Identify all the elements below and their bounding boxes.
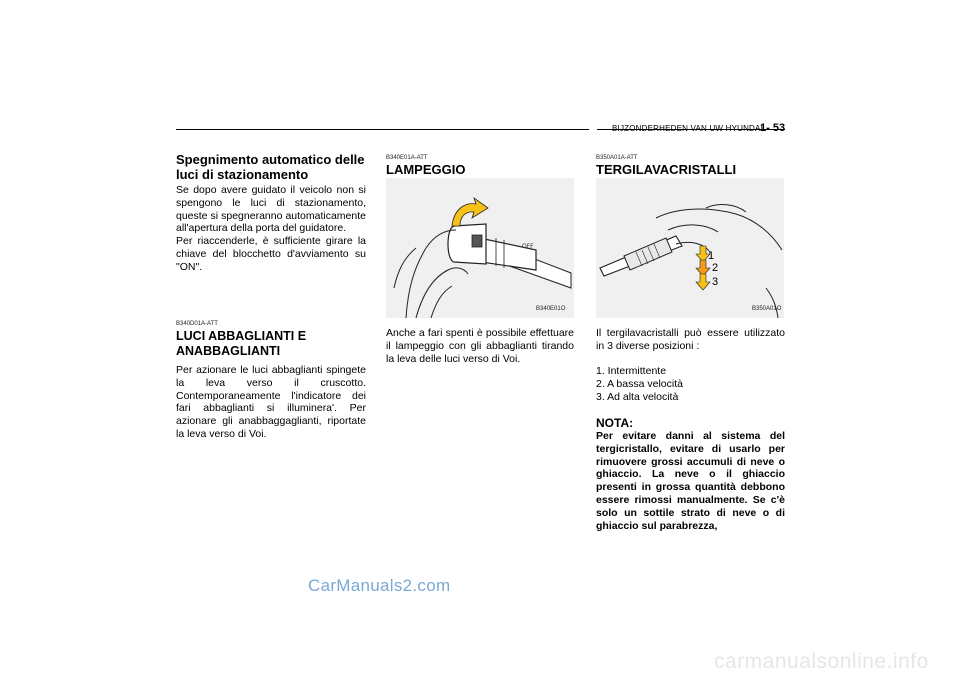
section-code-high-beam: B340D01A-ATT [176,321,218,327]
paragraph: Per riaccenderle, è sufficiente girare la chiave del blocchetto d'avviamento su "ON". [176,235,366,273]
figure-code: B340E01O [536,306,566,312]
section-body-wiper [596,327,785,353]
figure-light-lever [386,178,574,318]
section-code-flash: B340E01A-ATT [386,155,428,161]
section-code-wiper: B350A01A-ATT [596,155,638,161]
svg-text:OFF: OFF [522,243,534,250]
section-heading-auto-off: Spegnimento automatico delle luci di stazionamento [176,152,365,182]
wiper-positions-list [596,365,785,403]
watermark-link-right[interactable]: carmanualsonline.info [714,650,929,673]
wiper-lever-illustration [596,178,784,318]
list-item: 3. Ad alta velocità [596,390,679,403]
section-body-high-beam [176,364,366,441]
wiper-label-2: 2 [712,262,719,274]
wiper-arrow-2-icon [696,260,710,276]
paragraph: Per azionare le luci abbaglianti spingete la leva verso il cruscotto. Contemporaneamente l'indicatore dei fari abbaglianti si illuminera'. Per azionare gli anabbaggaglianti, riportate la leva verso di Voi. [176,364,366,440]
note-body: Per evitare danni al sistema del tergicristallo, evitare di usarlo per rimuovere grossi accumuli di neve o ghiaccio. La neve o il ghiaccio presenti in grossa quantità debbono essere rimossi manualmente. Se c'è solo un sottile strato di neve o di ghiaccio sul parabrezza, [596,430,785,532]
section-body-flash [386,327,574,365]
section-heading-wiper: TERGILAVACRISTALLI [596,162,737,177]
note-title: NOTA: [596,416,634,430]
section-heading-flash: LAMPEGGIO [386,162,466,177]
running-header: BIJZONDERHEDEN VAN UW HYUNDAI [612,124,763,133]
page-number: 1- 53 [760,122,786,134]
wiper-arrow-3-icon [696,274,710,290]
wiper-label-3: 3 [712,276,719,288]
section-body-auto-off [176,184,366,274]
list-item: 2. A bassa velocità [596,377,683,390]
paragraph: Il tergilavacristalli può essere utilizzato in 3 diverse posizioni : [596,327,785,352]
watermark-link-left[interactable]: CarManuals2.com [308,576,451,595]
wiper-label-1: 1 [708,250,715,262]
pull-arrow-icon [452,198,488,226]
section-heading-high-beam: LUCI ABBAGLIANTI E ANABBAGLIANTI [176,329,307,358]
header-rule [176,129,589,130]
figure-code: B350A01O [752,306,782,312]
paragraph: Anche a fari spenti è possibile effettuare il lampeggio con gli abbaglianti tirando la leva delle luci verso di Voi. [386,327,574,365]
paragraph: Se dopo avere guidato il veicolo non si spengono le luci di stazionamento, queste si spegneranno automaticamente all'apertura della porta del guidatore. [176,184,366,235]
light-lever-illustration [386,178,574,318]
list-item: 1. Intermittente [596,365,667,377]
figure-wiper-lever [596,178,784,318]
